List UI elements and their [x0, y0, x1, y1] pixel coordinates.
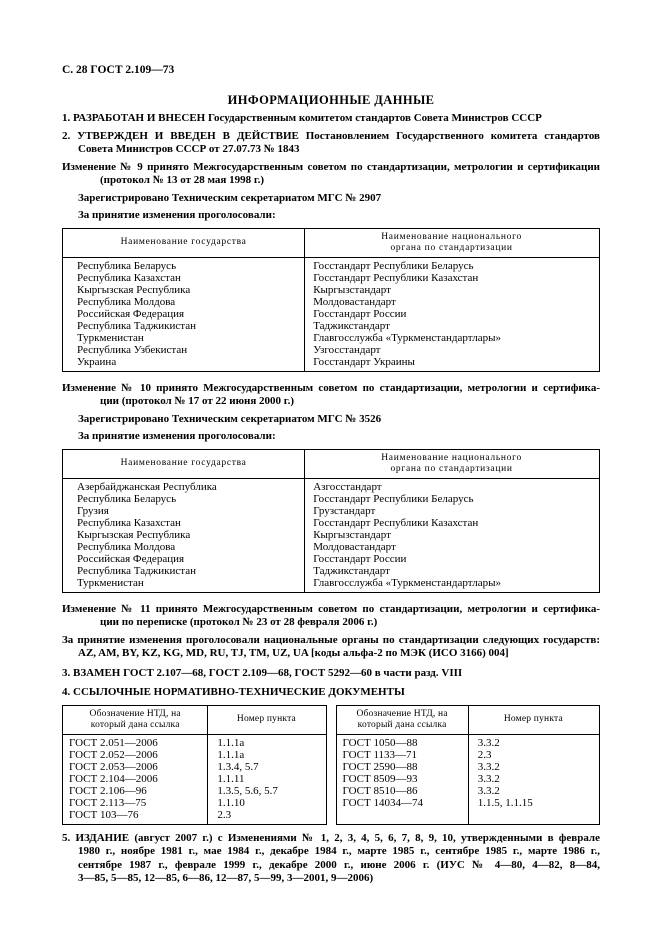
- table-row: [63, 493, 599, 505]
- table-cell: ГОСТ 1133—71: [342, 748, 418, 761]
- text-line: AZ, AM, BY, KZ, KG, MD, RU, TJ, TM, UZ, UA [коды альфа-2 по МЭК (ИСО 3166) 004]: [78, 647, 509, 659]
- references-table-right: [336, 705, 601, 825]
- table-cell: 3.3.2: [477, 760, 500, 773]
- document-page: [62, 64, 600, 886]
- column-header-clause: Номер пункта: [503, 714, 563, 724]
- table-cell: Госстандарт Республики Беларусь: [313, 259, 474, 272]
- column-header-state: Наименование государства: [120, 237, 247, 247]
- table-cell: Украина: [77, 355, 117, 368]
- column-divider: [304, 450, 305, 592]
- column-header-ntd: [63, 706, 207, 734]
- references-tables: [62, 705, 600, 825]
- table-row: [63, 737, 326, 749]
- page-title: ИНФОРМАЦИОННЫЕ ДАННЫЕ: [227, 93, 435, 107]
- table-row: [63, 308, 599, 320]
- item-2-approved: [62, 130, 600, 157]
- table-cell: Кыргызская Республика: [77, 283, 191, 296]
- table-cell: Азгосстандарт: [313, 480, 382, 493]
- text-line: Совета Министров СССР от 27.07.73 № 1843: [78, 143, 300, 155]
- table-row: [63, 529, 599, 541]
- table-row: [63, 505, 599, 517]
- text-line: 4. ССЫЛОЧНЫЕ НОРМАТИВНО-ТЕХНИЧЕСКИЕ ДОКУМЕНТЫ: [62, 686, 405, 698]
- table-cell: Российская Федерация: [77, 552, 185, 565]
- table-cell: ГОСТ 8510—86: [342, 784, 418, 797]
- table-cell: ГОСТ 2.106—96: [69, 784, 147, 797]
- table-cell: 1.1.11: [217, 772, 245, 785]
- table-row: [63, 320, 599, 332]
- table-row: [63, 565, 599, 577]
- table-cell: Таджикстандарт: [313, 319, 390, 332]
- change-11-intro: [62, 603, 600, 630]
- table-cell: ГОСТ 8509—93: [342, 772, 418, 785]
- table-cell: Главгосслужба «Туркменстандартлары»: [313, 576, 502, 589]
- text-line: 1980 г., ноябре 1981 г., мае 1984 г., декабре 1984 г., марте 1985 г., сентябре 1985 г., марте 1986 г.,: [78, 845, 600, 857]
- table-cell: ГОСТ 2.053—2006: [69, 760, 158, 773]
- table-cell: Кыргызстандарт: [313, 283, 391, 296]
- table-row: [63, 344, 599, 356]
- votes-table-header: [63, 450, 599, 479]
- header-line: Обозначение НТД, на: [356, 708, 448, 719]
- column-header-clause: Номер пункта: [236, 714, 296, 724]
- change-9-registered: Зарегистрировано Техническим секретариатом МГС № 2907: [78, 191, 382, 204]
- item-5-edition: [62, 832, 600, 886]
- table-cell: ГОСТ 14034—74: [342, 796, 423, 809]
- table-cell: 3.3.2: [477, 736, 500, 749]
- table-cell: Туркменистан: [77, 331, 144, 344]
- table-row: [63, 332, 599, 344]
- item-4-references-title: [62, 686, 600, 700]
- table-cell: Туркменистан: [77, 576, 144, 589]
- table-cell: Российская Федерация: [77, 307, 185, 320]
- column-header-ntd: [337, 706, 468, 734]
- header-line: органа по стандартизации: [390, 242, 513, 253]
- table-cell: 3.3.2: [477, 772, 500, 785]
- text-line: 3—85, 5—85, 12—85, 6—86, 12—87, 5—99, 3—2001, 9—2006): [78, 872, 374, 884]
- table-cell: Госстандарт России: [313, 552, 407, 565]
- votes-table-change-9: [62, 228, 600, 372]
- table-cell: Республика Молдова: [77, 295, 176, 308]
- references-table-left: [62, 705, 327, 825]
- table-cell: Республика Казахстан: [77, 516, 181, 529]
- table-cell: Главгосслужба «Туркменстандартлары»: [313, 331, 502, 344]
- header-line: органа по стандартизации: [390, 463, 513, 474]
- column-divider: [207, 706, 208, 824]
- column-header-national-org: [304, 450, 599, 478]
- table-row: [63, 797, 326, 809]
- change-10-voted-label: За принятие изменения проголосовали:: [78, 430, 276, 442]
- votes-table-change-10: [62, 449, 600, 593]
- text-line: Изменение № 11 принято Межгосударственным советом по стандартизации, метрологии и сертифика-: [62, 602, 600, 615]
- table-cell: Таджикстандарт: [313, 564, 390, 577]
- table-cell: Республика Беларусь: [77, 259, 177, 272]
- item-3-replaces: [62, 667, 600, 681]
- table-row: [63, 749, 326, 761]
- table-cell: Молдовастандарт: [313, 540, 396, 553]
- table-row: [63, 761, 326, 773]
- table-cell: Узгосстандарт: [313, 343, 381, 356]
- header-line: Обозначение НТД, на: [89, 708, 181, 719]
- table-cell: 1.1.1а: [217, 748, 245, 761]
- header-line: который дана ссылка: [90, 719, 180, 730]
- table-cell: 1.1.1а: [217, 736, 245, 749]
- table-cell: ГОСТ 2.113—75: [69, 796, 147, 809]
- references-table-header: [63, 706, 326, 735]
- table-row: [63, 284, 599, 296]
- text-line: ции (протокол № 17 от 22 июня 2000 г.): [100, 395, 294, 407]
- table-row: [63, 517, 599, 529]
- page-header: С. 28 ГОСТ 2.109—73: [62, 64, 175, 76]
- table-cell: Азербайджанская Республика: [77, 480, 217, 493]
- text-line: За принятие изменения проголосовали национальные органы по стандартизации следующих государств:: [62, 633, 600, 646]
- text-line: Изменение № 10 принято Межгосударственным советом по стандартизации, метрологии и сертифика-: [62, 381, 600, 394]
- table-cell: 1.1.10: [217, 796, 245, 809]
- table-cell: ГОСТ 2.104—2006: [69, 772, 158, 785]
- votes-table-body: [63, 258, 599, 371]
- table-cell: 1.1.5, 1.1.15: [477, 796, 533, 809]
- table-cell: ГОСТ 103—76: [69, 808, 139, 821]
- table-cell: 2.3: [217, 808, 232, 821]
- table-row: [63, 773, 326, 785]
- text-line: 5. ИЗДАНИЕ (август 2007 г.) с Изменениями № 1, 2, 3, 4, 5, 6, 7, 8, 9, 10, утвержденными в феврале: [62, 831, 600, 844]
- column-divider: [468, 706, 469, 824]
- header-line: Наименование национального: [381, 231, 522, 242]
- table-cell: Республика Молдова: [77, 540, 176, 553]
- table-cell: Госстандарт Украины: [313, 355, 415, 368]
- table-row: [63, 356, 599, 368]
- table-row: [63, 296, 599, 308]
- change-10-registered: Зарегистрировано Техническим секретариатом МГС № 3526: [78, 412, 382, 425]
- table-row: [63, 272, 599, 284]
- table-cell: Республика Казахстан: [77, 271, 181, 284]
- text-line: 1. РАЗРАБОТАН И ВНЕСЕН Государственным комитетом стандартов Совета Министров СССР: [62, 112, 542, 124]
- table-cell: Республика Узбекистан: [77, 343, 188, 356]
- text-line: (протокол № 13 от 28 мая 1998 г.): [100, 174, 265, 186]
- table-cell: Кыргызстандарт: [313, 528, 391, 541]
- item-1-developed: [62, 112, 600, 126]
- table-row: [63, 260, 599, 272]
- table-cell: ГОСТ 2.052—2006: [69, 748, 158, 761]
- table-cell: 1.3.5, 5.6, 5.7: [217, 784, 278, 797]
- votes-table-body: [63, 479, 599, 592]
- table-cell: 2.3: [477, 748, 492, 761]
- change-11-voted: [62, 634, 600, 661]
- column-header-national-org: [304, 229, 599, 257]
- table-cell: Кыргызская Республика: [77, 528, 191, 541]
- text-line: ции по переписке (протокол № 23 от 28 февраля 2006 г.): [100, 616, 378, 628]
- votes-table-header: [63, 229, 599, 258]
- header-line: который дана ссылка: [357, 719, 447, 730]
- table-cell: 3.3.2: [477, 784, 500, 797]
- table-row: [63, 553, 599, 565]
- table-cell: Республика Таджикистан: [77, 564, 196, 577]
- text-line: 3. ВЗАМЕН ГОСТ 2.107—68, ГОСТ 2.109—68, ГОСТ 5292—60 в части разд. VIII: [62, 666, 463, 679]
- column-divider: [304, 229, 305, 371]
- text-line: сентябре 1987 г., феврале 1999 г., декабре 2000 г., июне 2006 г. (ИУС № 4—80, 4—82, 8—84,: [78, 858, 600, 871]
- text-line: 2. УТВЕРЖДЕН И ВВЕДЕН В ДЕЙСТВИЕ Постановлением Государственного комитета стандартов: [62, 129, 600, 142]
- table-cell: Республика Беларусь: [77, 492, 177, 505]
- table-cell: Грузия: [77, 504, 109, 517]
- table-cell: Грузстандарт: [313, 504, 376, 517]
- change-9-intro: [62, 161, 600, 188]
- header-line: Наименование национального: [381, 452, 522, 463]
- table-row: [63, 541, 599, 553]
- table-row: [63, 577, 599, 589]
- table-cell: Республика Таджикистан: [77, 319, 196, 332]
- change-10-intro: [62, 382, 600, 409]
- column-header-state: Наименование государства: [120, 458, 247, 468]
- table-cell: ГОСТ 2.051—2006: [69, 736, 158, 749]
- text-line: Изменение № 9 принято Межгосударственным советом по стандартизации, метрологии и сертификации: [62, 160, 600, 173]
- table-cell: 1.3.4, 5.7: [217, 760, 259, 773]
- references-table-body: [63, 735, 326, 824]
- table-cell: Госстандарт Республики Казахстан: [313, 516, 479, 529]
- table-row: [63, 809, 326, 821]
- table-cell: Госстандарт Республики Беларусь: [313, 492, 474, 505]
- table-cell: Госстандарт Республики Казахстан: [313, 271, 479, 284]
- table-cell: Госстандарт России: [313, 307, 407, 320]
- table-cell: Молдовастандарт: [313, 295, 396, 308]
- table-cell: ГОСТ 1050—88: [342, 736, 418, 749]
- table-row: [63, 785, 326, 797]
- change-9-voted-label: За принятие изменения проголосовали:: [78, 209, 276, 221]
- table-row: [63, 481, 599, 493]
- table-cell: ГОСТ 2590—88: [342, 760, 418, 773]
